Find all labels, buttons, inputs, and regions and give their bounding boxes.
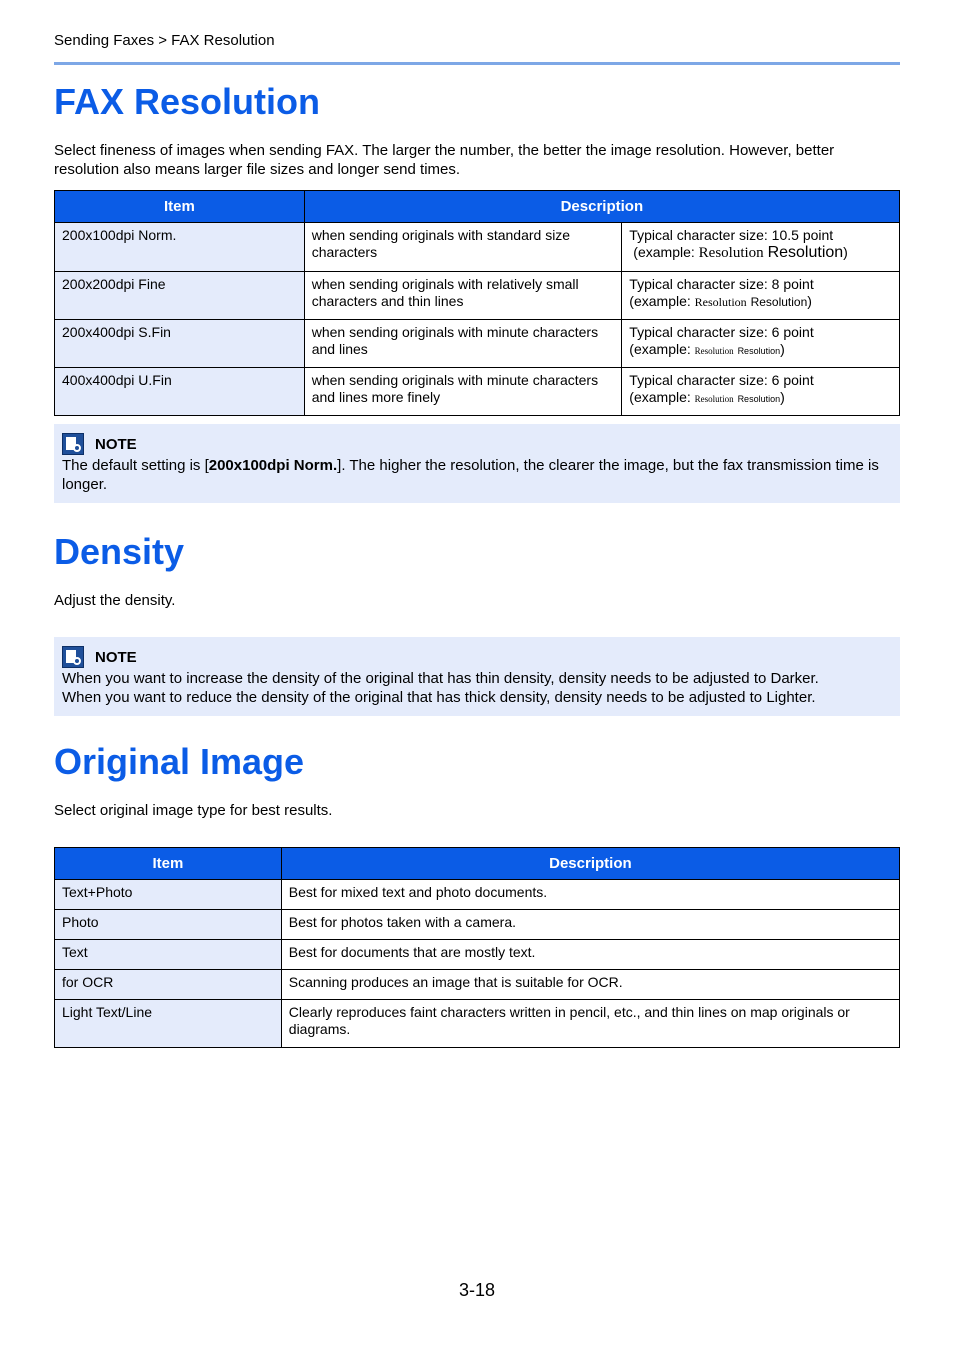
note-text (62, 669, 890, 707)
fax-resolution-table (54, 190, 900, 416)
table-row (55, 223, 900, 272)
col-header-item: Item (55, 848, 282, 880)
row-item: Text (55, 940, 282, 970)
density-intro: Adjust the density. (54, 592, 176, 609)
note-line: When you want to increase the density of the original that has thin density, density needs to be adjusted to Darker. (62, 670, 819, 687)
example-serif: Resolution (694, 394, 734, 404)
row-example (622, 320, 900, 368)
note-text-pre: The default setting is [ (62, 457, 209, 474)
fax-resolution-note (54, 424, 900, 503)
row-description: Clearly reproduces faint characters written in pencil, etc., and thin lines on map originals or diagrams. (281, 1000, 899, 1048)
row-item: Text+Photo (55, 880, 282, 910)
char-size: Typical character size: 10.5 point (629, 227, 834, 243)
table-row (55, 880, 900, 910)
table-row (55, 368, 900, 416)
char-size: Typical character size: 6 point (629, 372, 814, 388)
char-size: Typical character size: 8 point (629, 276, 814, 292)
table-row (55, 910, 900, 940)
table-row (55, 320, 900, 368)
example-suffix: ) (843, 244, 848, 260)
row-item: Light Text/Line (55, 1000, 282, 1048)
header-rule (54, 62, 900, 65)
row-description: when sending originals with minute characters and lines (304, 320, 622, 368)
table-row (55, 940, 900, 970)
fax-resolution-heading: FAX Resolution (54, 81, 321, 122)
row-item: Photo (55, 910, 282, 940)
note-icon (62, 433, 84, 455)
row-example (622, 272, 900, 320)
density-note (54, 637, 900, 716)
example-suffix: ) (780, 341, 785, 357)
breadcrumb: Sending Faxes > FAX Resolution (54, 32, 275, 49)
fax-resolution-intro: Select fineness of images when sending FAX. The larger the number, the better the image resolution. However, better resolution also means larger file sizes and longer send times. (54, 142, 835, 178)
note-text-post: ]. The higher the resolution, the clearer the image, but the fax transmission time is longer. (62, 457, 879, 493)
original-image-table (54, 847, 900, 1048)
table-row (55, 272, 900, 320)
table-row (55, 970, 900, 1000)
note-line: When you want to reduce the density of the original that has thick density, density needs to be adjusted to Lighter. (62, 689, 816, 706)
example-prefix: (example: (629, 389, 695, 405)
row-example (622, 368, 900, 416)
example-sans: Resolution (750, 295, 808, 309)
col-header-item: Item (55, 191, 305, 223)
row-description: when sending originals with standard size characters (304, 223, 622, 272)
example-serif: Resolution (694, 346, 734, 356)
example-sans: Resolution (737, 346, 781, 356)
example-sans: Resolution (737, 394, 781, 404)
row-item: 200x400dpi S.Fin (55, 320, 305, 368)
example-serif: Resolution (694, 295, 747, 309)
row-item: for OCR (55, 970, 282, 1000)
note-title: NOTE (95, 648, 137, 666)
density-heading: Density (54, 531, 185, 572)
table-row (55, 1000, 900, 1048)
row-example (622, 223, 900, 272)
row-description: Best for documents that are mostly text. (281, 940, 899, 970)
char-size: Typical character size: 6 point (629, 324, 814, 340)
row-description: Best for mixed text and photo documents. (281, 880, 899, 910)
page-number: 3-18 (458, 1280, 496, 1300)
row-item: 400x400dpi U.Fin (55, 368, 305, 416)
row-item: 200x200dpi Fine (55, 272, 305, 320)
example-sans: Resolution (767, 244, 844, 261)
example-serif: Resolution (698, 245, 764, 261)
example-prefix: (example: (629, 293, 695, 309)
original-image-intro: Select original image type for best results. (54, 802, 333, 819)
row-description: when sending originals with minute characters and lines more finely (304, 368, 622, 416)
row-description: Scanning produces an image that is suitable for OCR. (281, 970, 899, 1000)
example-prefix: (example: (633, 244, 699, 260)
note-title: NOTE (95, 435, 137, 453)
original-image-heading: Original Image (54, 741, 305, 782)
example-suffix: ) (807, 293, 812, 309)
note-default-setting: 200x100dpi Norm. (208, 457, 338, 474)
row-description: when sending originals with relatively small characters and thin lines (304, 272, 622, 320)
col-header-description: Description (281, 848, 899, 880)
example-suffix: ) (780, 389, 785, 405)
col-header-description: Description (304, 191, 899, 223)
note-text (62, 456, 890, 494)
note-icon (62, 646, 84, 668)
example-prefix: (example: (629, 341, 695, 357)
row-item: 200x100dpi Norm. (55, 223, 305, 272)
row-description: Best for photos taken with a camera. (281, 910, 899, 940)
